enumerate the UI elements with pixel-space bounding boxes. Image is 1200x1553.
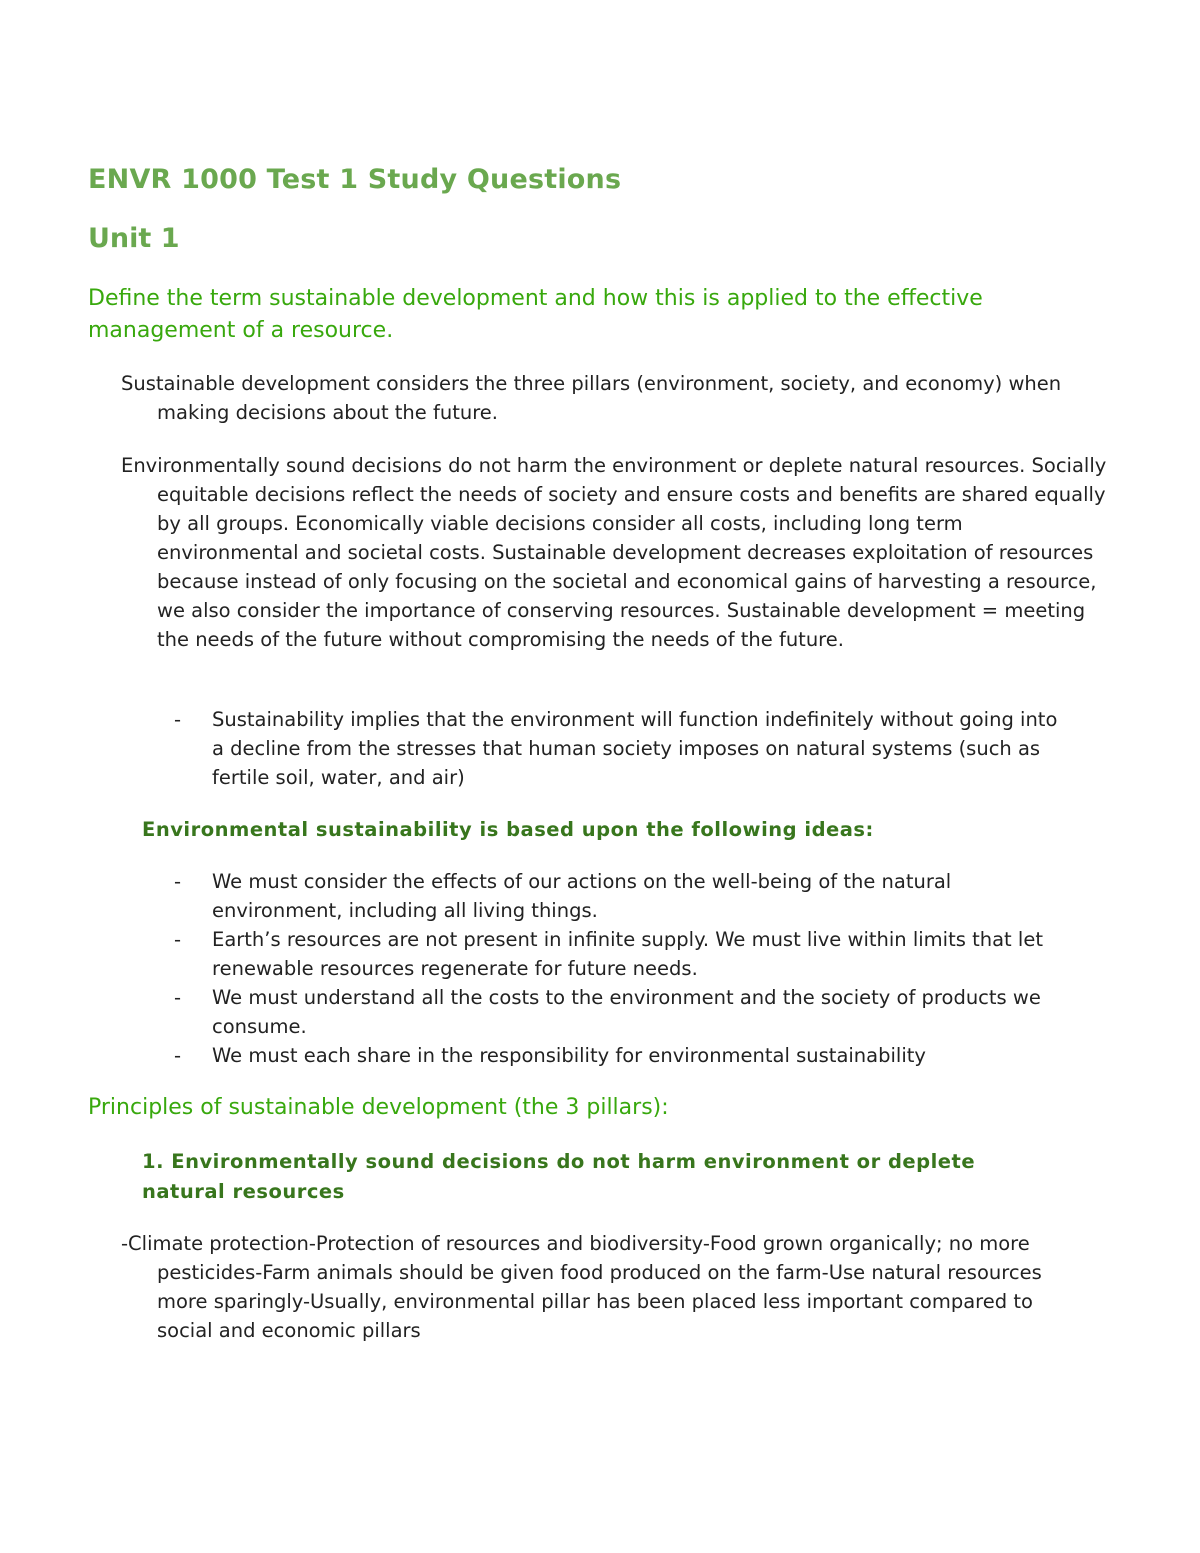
ideas-subheading: Environmental sustainability is based upon the following ideas: (142, 818, 874, 841)
list-item (174, 867, 1064, 925)
document-title: ENVR 1000 Test 1 Study Questions (88, 164, 622, 195)
bullet-dash: - (174, 986, 182, 1009)
bullet-dash: - (174, 870, 182, 893)
sustainability-bullet-list (174, 705, 1064, 792)
environmental-pillar-subheading: 1. Environmentally sound decisions do not harm environment or deplete natural resources (142, 1150, 976, 1203)
principles-heading: Principles of sustainable development (the 3 pillars): (88, 1095, 669, 1120)
bullet-dash: - (174, 708, 182, 731)
ideas-bullet-list (174, 867, 1064, 1070)
paragraph-environmental-pillar: -Climate protection-Protection of resources and biodiversity-Food grown organically; no more pesticides-Farm animals should be given food produced on the farm-Use natural resources more sparingly-Usually, environmental pillar has been placed less important compared to social and economic pillars (121, 1232, 1042, 1342)
bullet-dash: - (174, 1044, 182, 1067)
list-item-text: We must consider the effects of our actions on the well-being of the natural environment, including all living things. (212, 870, 952, 922)
question-heading: Define the term sustainable development and how this is applied to the effective management of a resource. (88, 286, 983, 343)
list-item-text: We must understand all the costs to the environment and the society of products we consume. (212, 986, 1041, 1038)
list-item-text: Sustainability implies that the environment will function indefinitely without going into a decline from the stresses that human society imposes on natural systems (such as fertile soil, water, and air) (212, 708, 1058, 789)
bullet-dash: - (174, 928, 182, 951)
list-item (174, 705, 1064, 792)
list-item (174, 1041, 1064, 1070)
list-item (174, 983, 1064, 1041)
paragraph-pillars-intro: Sustainable development considers the three pillars (environment, society, and economy) when making decisions about the future. (121, 372, 1062, 424)
paragraph-decisions: Environmentally sound decisions do not harm the environment or deplete natural resources. Socially equitable decisions reflect the needs of society and ensure costs and benefits are shared equally by all groups. Economically viable decisions consider all costs, including long term environmental and societal costs. Sustainable development decreases exploitation of resources because instead of only focusing on the societal and economical gains of harvesting a resource, we also consider the importance of conserving resources. Sustainable development = meeting the needs of the future without compromising the needs of the future. (121, 454, 1107, 651)
list-item (174, 925, 1064, 983)
unit-heading: Unit 1 (88, 223, 180, 254)
list-item-text: Earth’s resources are not present in infinite supply. We must live within limits that let renewable resources regenerate for future needs. (212, 928, 1043, 980)
list-item-text: We must each share in the responsibility for environmental sustainability (212, 1044, 926, 1067)
